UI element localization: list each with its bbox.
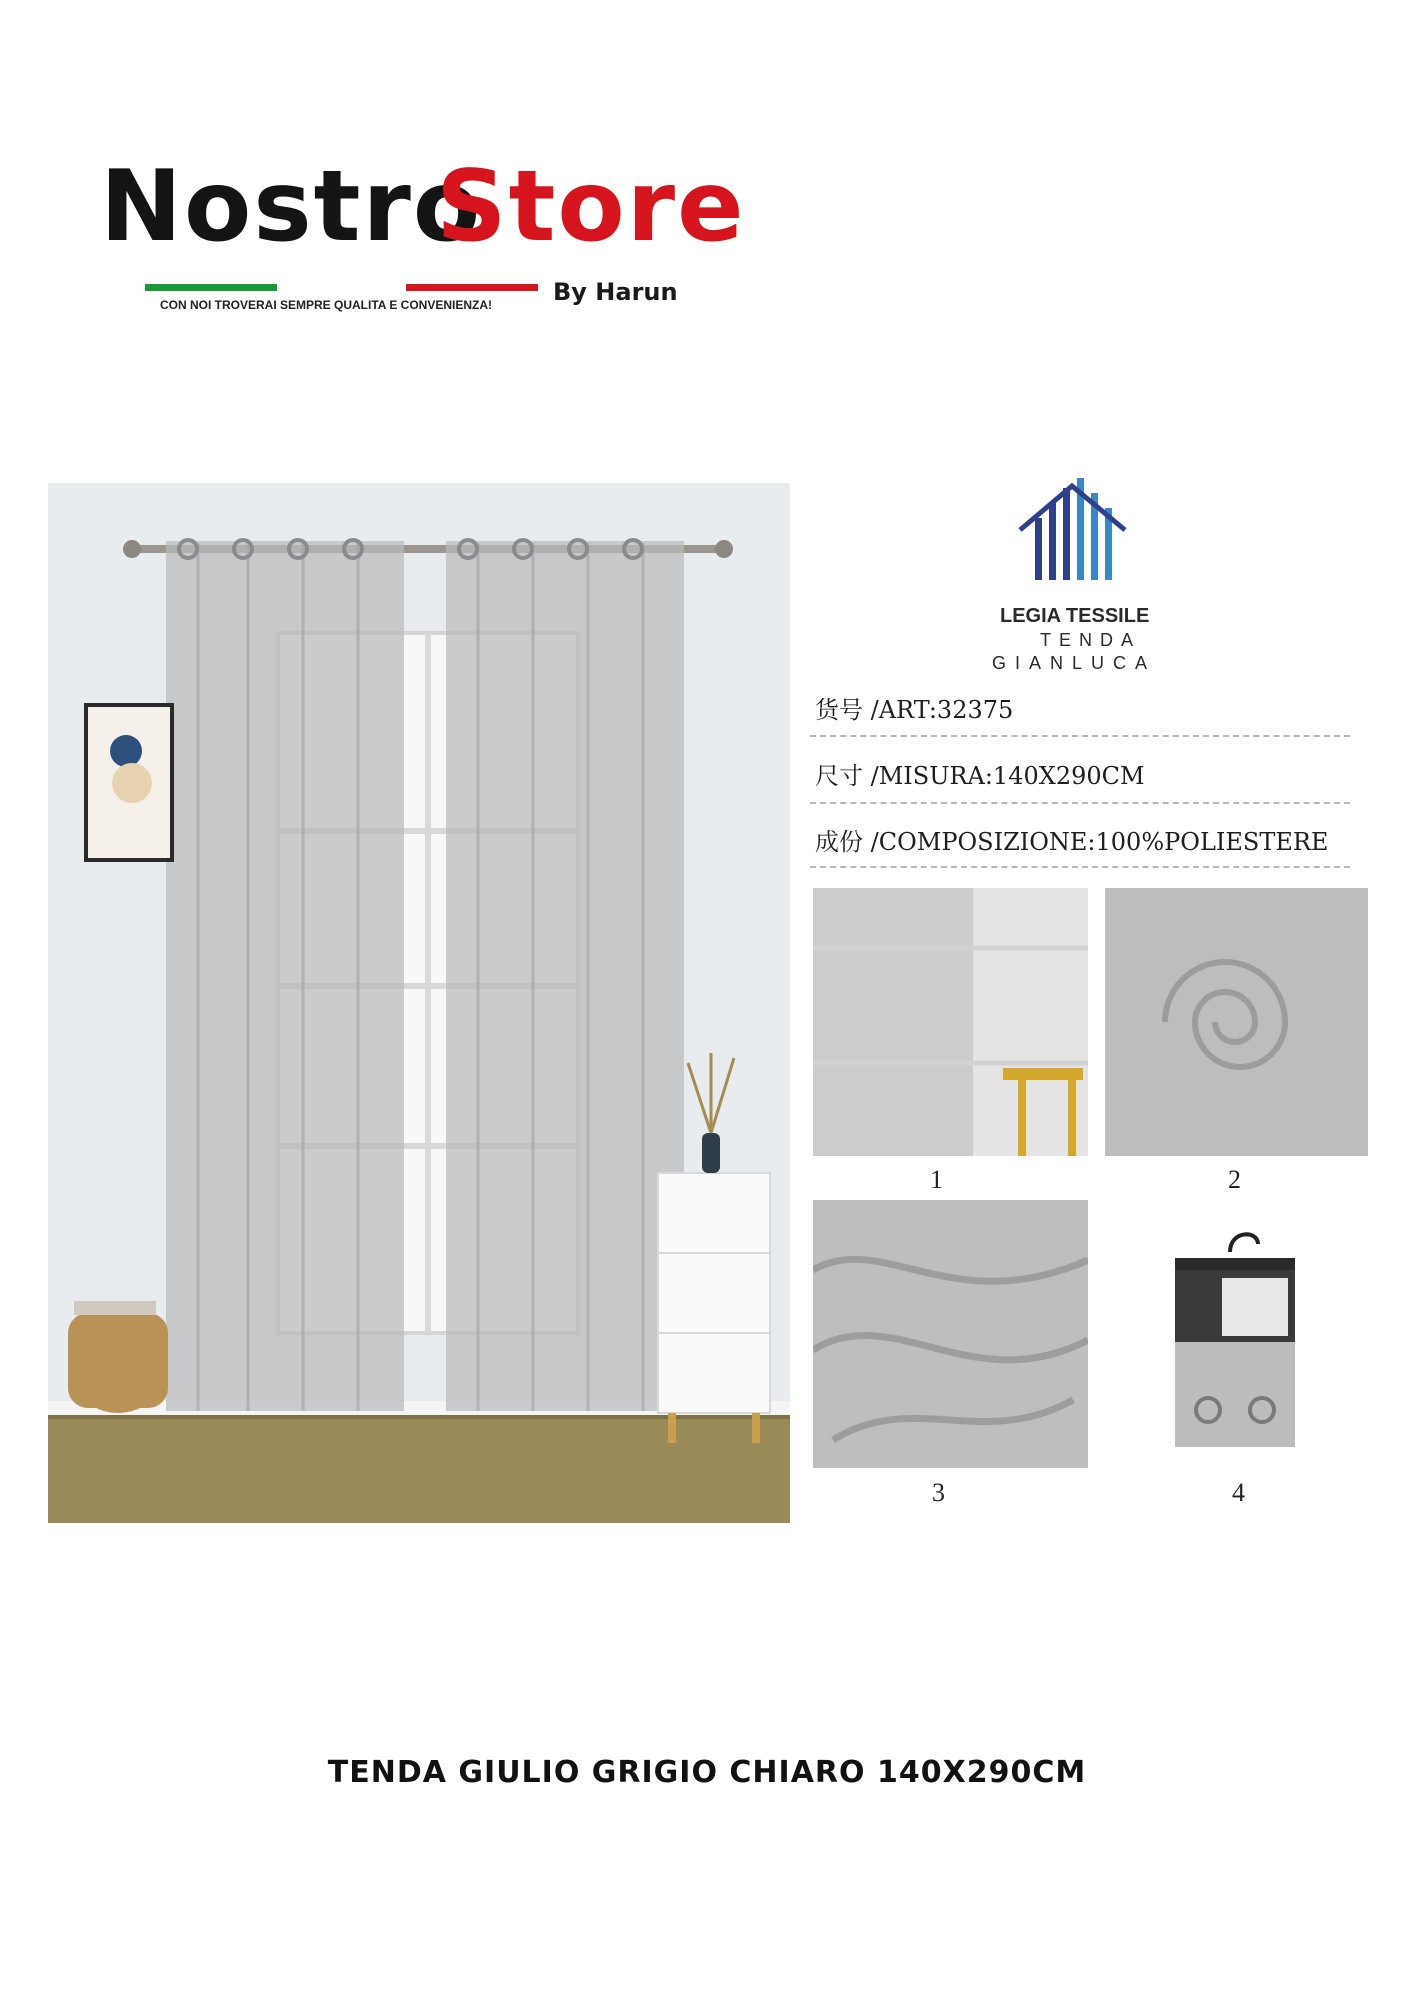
spec-divider: [810, 802, 1350, 804]
thumbnail-curtain-detail: [813, 888, 1088, 1156]
thumbnail-fabric-folds: [813, 1200, 1088, 1468]
thumbnail-number: 1: [930, 1165, 943, 1194]
store-logo-word-store: Store: [436, 150, 746, 264]
store-by-line: By Harun: [553, 278, 678, 306]
thumbnail-number: 2: [1228, 1165, 1241, 1194]
thumbnail-package: [1170, 1230, 1300, 1450]
thumbnail-fabric-swirl: [1105, 888, 1368, 1156]
thumbnail-number: 4: [1232, 1478, 1245, 1507]
logo-green-bar: [145, 284, 277, 291]
brand-product-line: GIANLUCA: [992, 653, 1157, 673]
brand-name: LEGIA TESSILE: [1000, 605, 1150, 627]
brand-product-type: TENDA: [1040, 630, 1142, 650]
store-tagline: CON NOI TROVERAI SEMPRE QUALITA E CONVENIENZA!: [160, 298, 493, 312]
spec-size: 尺寸 /MISURA:140X290CM: [815, 762, 1145, 790]
legia-tessile-logo-icon: [1015, 478, 1130, 580]
product-main-photo: [48, 483, 790, 1523]
spec-divider: [810, 866, 1350, 868]
logo-red-bar: [406, 284, 538, 291]
product-caption: TENDA GIULIO GRIGIO CHIARO 140X290CM: [327, 1755, 1087, 1790]
spec-divider: [810, 735, 1350, 737]
spec-composition: 成份 /COMPOSIZIONE:100%POLIESTERE: [815, 828, 1329, 856]
store-logo-word-nostro: Nostro: [100, 150, 483, 264]
spec-article: 货号 /ART:32375: [815, 696, 1014, 724]
thumbnail-number: 3: [932, 1478, 945, 1507]
